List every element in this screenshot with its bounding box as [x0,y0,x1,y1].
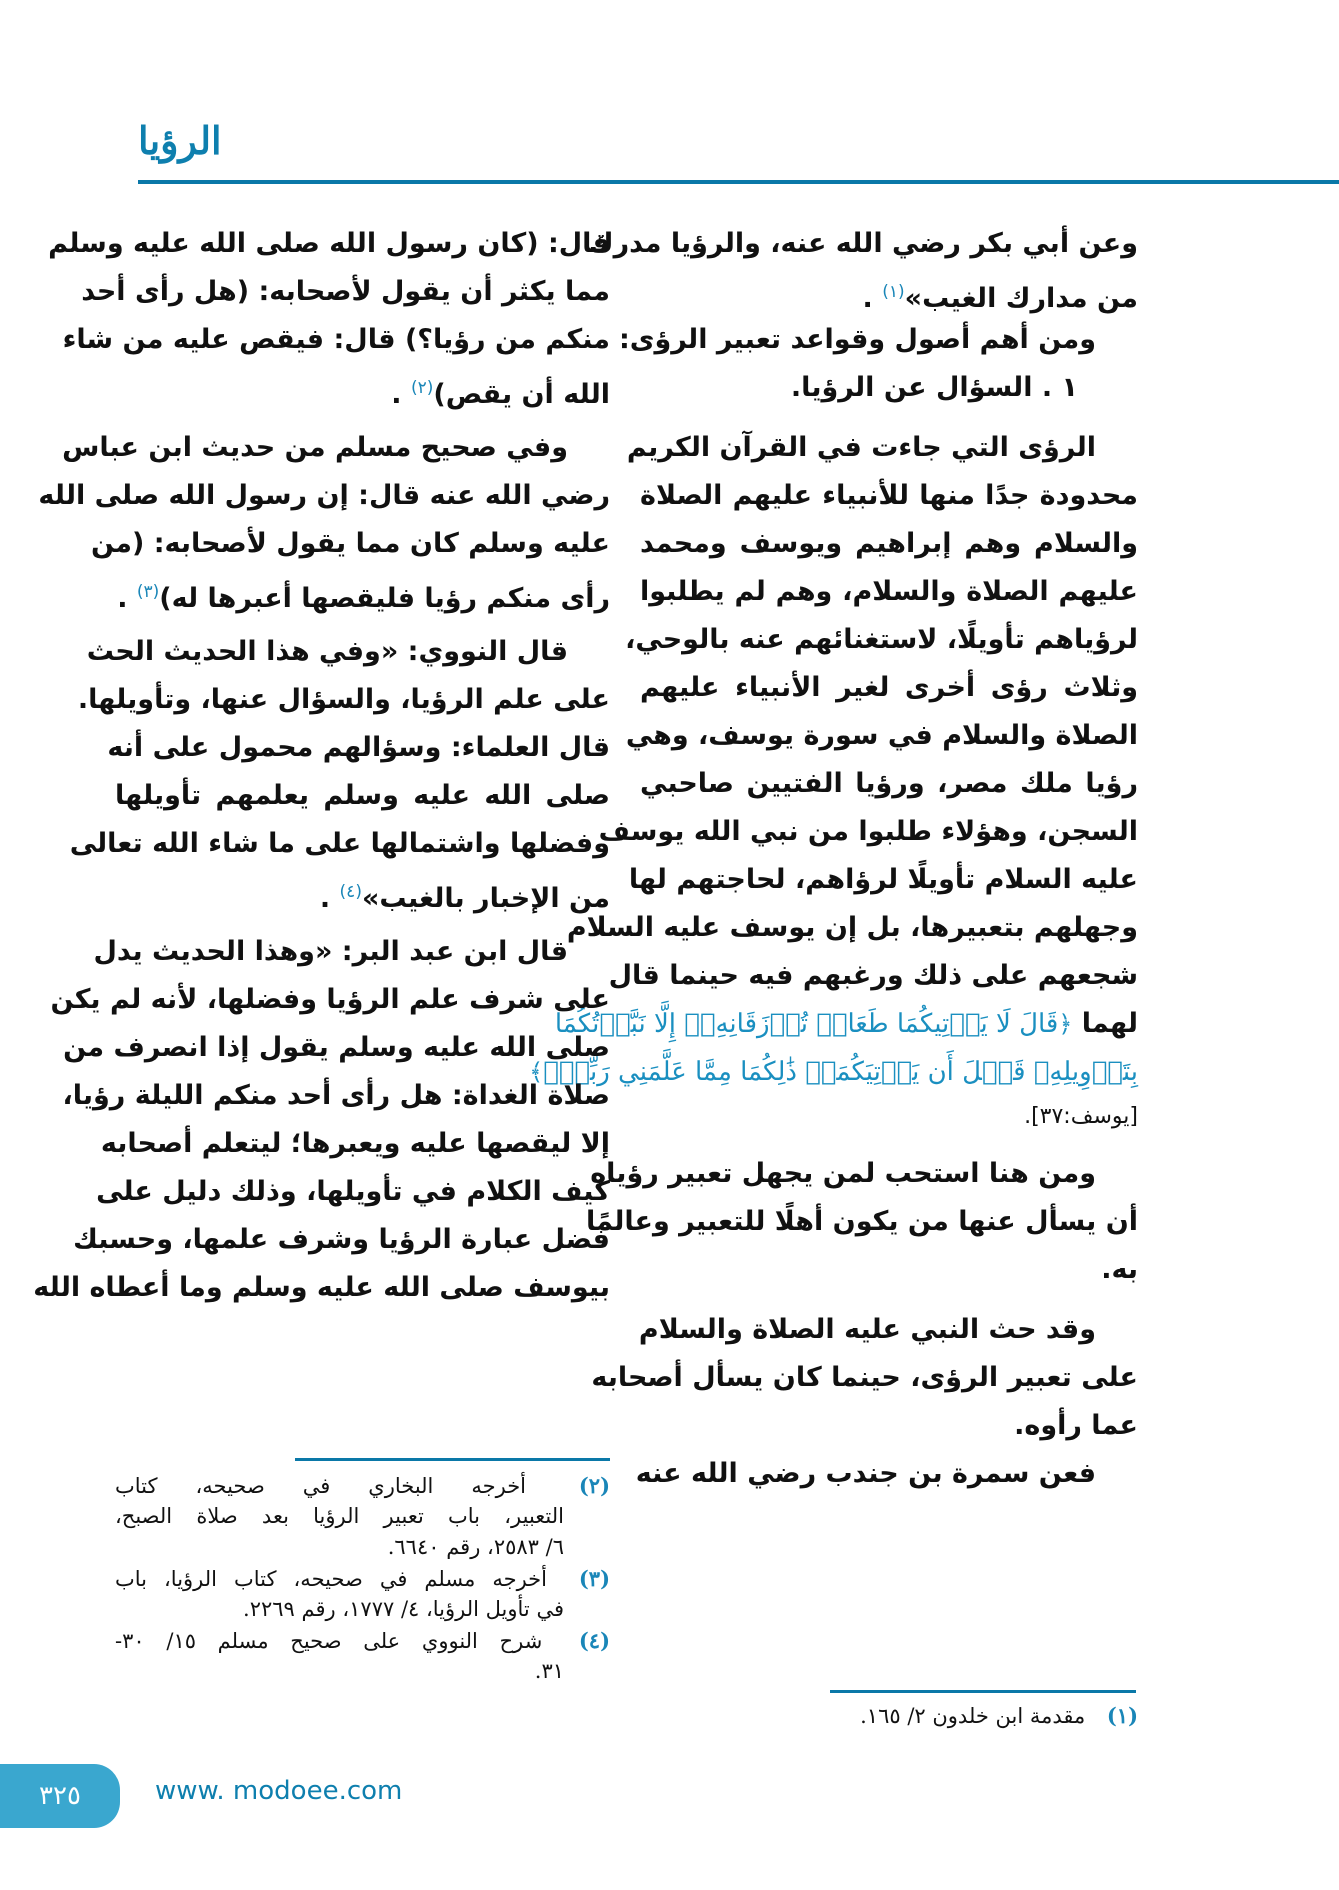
surah-reference: [يوسف:٣٧]. [1024,1104,1138,1129]
text-line [115,868,610,916]
text-span: . [391,379,402,410]
text-span: . [117,583,128,614]
text-span: رأى منكم رؤيا فليقصها أعبرها له) [159,583,610,614]
text-span: الله أن يقص) [433,379,610,410]
text-line: وفي صحيح مسلم من حديث ابن عباس [62,432,568,463]
quran-verse-line: قَالَ لَا يَأۡتِيكُمَا طَعَامٞ تُرۡزَقَانِهِۦٓ إِلَّا نَبَّأۡتُكُمَا [554,1009,1059,1039]
text-line: منكم من رؤيا؟) قال: فيقص عليه من شاء [62,324,610,355]
text-line: وثلاث رؤى أخرى لغير الأنبياء عليهم [640,672,1138,703]
text-line: عما رأوه. [1014,1410,1138,1441]
text-line [640,268,1138,316]
text-line: صلى الله عليه وسلم يقول إذا انصرف من [63,1032,610,1063]
text-line [115,364,610,412]
text-line: محدودة جدًا منها للأنبياء عليهم الصلاة [640,480,1138,511]
text-line: لرؤياهم تأويلًا، لاستغنائهم عنه بالوحي، [625,624,1138,655]
footnote-text: شرح النووي على صحيح مسلم ١٥/ ٣٠- [115,1629,543,1653]
footnote-number: (٤) [578,1628,610,1653]
footnote-number: (٣) [578,1566,610,1591]
footnote-item [115,1563,610,1594]
quran-verse-line: بِتَأۡوِيلِهِۦ قَبۡلَ أَن يَأۡتِيَكُمَاۚ ذَٰلِكُمَا مِمَّا عَلَّمَنِي رَبِّيٓۚ [543,1057,1138,1087]
text-line [554,1000,1138,1048]
text-line: بيوسف صلى الله عليه وسلم وما أعطاه الله [33,1272,610,1303]
text-line: والسلام وهم إبراهيم ويوسف ومحمد [640,528,1138,559]
footnote-text: ٣١. [534,1659,564,1683]
text-line: عليه وسلم كان مما يقول لأصحابه: (من [90,528,610,559]
text-line: وجهلهم بتعبيرها، بل إن يوسف عليه السلام [566,912,1138,943]
text-line: به. [1101,1254,1138,1285]
text-line: صلاة الغداة: هل رأى أحد منكم الليلة رؤيا، [62,1080,610,1111]
text-line: شجعهم على ذلك ورغبهم فيه حينما قال [608,960,1138,991]
numbered-heading: ١ . السؤال عن الرؤيا. [790,372,1078,403]
footnote-rule [830,1690,1136,1693]
text-line: صلى الله عليه وسلم يعلمهم تأويلها [115,780,610,811]
footnote-text: التعبير، باب تعبير الرؤيا بعد صلاة الصبح، [115,1504,564,1528]
footnote-text: ٦/ ٢٥٨٣، رقم ٦٦٤٠. [387,1535,564,1559]
text-line: على شرف علم الرؤيا وفضلها، لأنه لم يكن [50,984,610,1015]
footnote-ref[interactable]: (٢) [410,378,434,398]
footnote-text: في تأويل الرؤيا، ٤/ ١٧٧٧، رقم ٢٢٦٩. [243,1597,564,1621]
text-line: وفضلها واشتمالها على ما شاء الله تعالى [69,828,610,859]
text-line: وقد حث النبي عليه الصلاة والسلام [638,1314,1096,1345]
text-line: رؤيا ملك مصر، ورؤيا الفتيين صاحبي [640,768,1138,799]
text-line: الرؤى التي جاءت في القرآن الكريم [626,432,1096,463]
footnote-ref[interactable]: (١) [882,282,905,302]
text-line: إلا ليقصها عليه ويعبرها؛ ليتعلم أصحابه [100,1128,610,1159]
text-line: وعن أبي بكر رضي الله عنه، والرؤيا مدرك [588,228,1138,259]
page-number-badge: ٣٢٥ [0,1764,120,1828]
text-span: لهما [1081,1008,1138,1039]
running-header-title: الرؤيا [138,118,222,163]
footnote-text: أخرجه البخاري في صحيحه، كتاب [115,1474,527,1498]
footnote-ref[interactable]: (٤) [339,882,362,902]
footnote-item [115,1625,610,1656]
footnote-text: مقدمة ابن خلدون ٢/ ١٦٥. [860,1704,1086,1728]
footnote-rule [295,1458,610,1461]
text-line: ومن أهم أصول وقواعد تعبير الرؤى: [618,324,1096,355]
text-line: على علم الرؤيا، والسؤال عنها، وتأويلها. [77,684,610,715]
text-span: من الإخبار بالغيب» [361,883,610,914]
text-line: كيف الكلام في تأويلها، وذلك دليل على [96,1176,610,1207]
quran-open-bracket: ﴿ [1058,1010,1073,1038]
text-line: عليه السلام تأويلًا لرؤاهم، لحاجتهم لها [628,864,1138,895]
text-line: رضي الله عنه قال: إن رسول الله صلى الله [38,480,610,511]
right-column [529,220,1138,1498]
text-span: . [319,883,331,914]
text-span: . [862,283,873,314]
left-column [33,220,610,1312]
text-line: فضل عبارة الرؤيا وشرف علمها، وحسبك [73,1224,610,1255]
text-line: قال العلماء: وسؤالهم محمول على أنه [107,732,610,763]
footnotes-left [115,1470,610,1687]
text-line: قال ابن عبد البر: «وهذا الحديث يدل [93,936,568,967]
text-line: مما يكثر أن يقول لأصحابه: (هل رأى أحد [81,276,610,307]
text-line: قال النووي: «وفي هذا الحديث الحث [86,636,568,667]
footnote-item [640,1700,1138,1731]
text-line [115,568,610,616]
text-line: الصلاة والسلام في سورة يوسف، وهي [625,720,1138,751]
text-span: من مدارك الغيب» [904,283,1138,314]
quran-close-bracket: ﴾ [529,1058,544,1086]
text-line [529,1048,1138,1096]
footnote-text: أخرجه مسلم في صحيحه، كتاب الرؤيا، باب [115,1567,547,1591]
footnotes-right [640,1700,1138,1731]
text-line: فعن سمرة بن جندب رضي الله عنه [635,1458,1096,1489]
text-line: عليهم الصلاة والسلام، وهم لم يطلبوا [640,576,1138,607]
text-line: قال: (كان رسول الله صلى الله عليه وسلم [48,228,610,259]
footnote-number: (١) [1106,1703,1138,1728]
footnote-ref[interactable]: (٣) [136,582,160,602]
header-rule [138,180,1339,184]
text-line: أن يسأل عنها من يكون أهلًا للتعبير وعالمًا [585,1206,1138,1237]
text-line: على تعبير الرؤى، حينما كان يسأل أصحابه [591,1362,1138,1393]
website-link[interactable]: www. modoee.com [155,1776,403,1806]
footnote-number: (٢) [578,1473,610,1498]
text-line: ومن هنا استحب لمن يجهل تعبير رؤياه [590,1158,1096,1189]
footnote-item [115,1470,610,1501]
text-line: السجن، وهؤلاء طلبوا من نبي الله يوسف [598,816,1138,847]
